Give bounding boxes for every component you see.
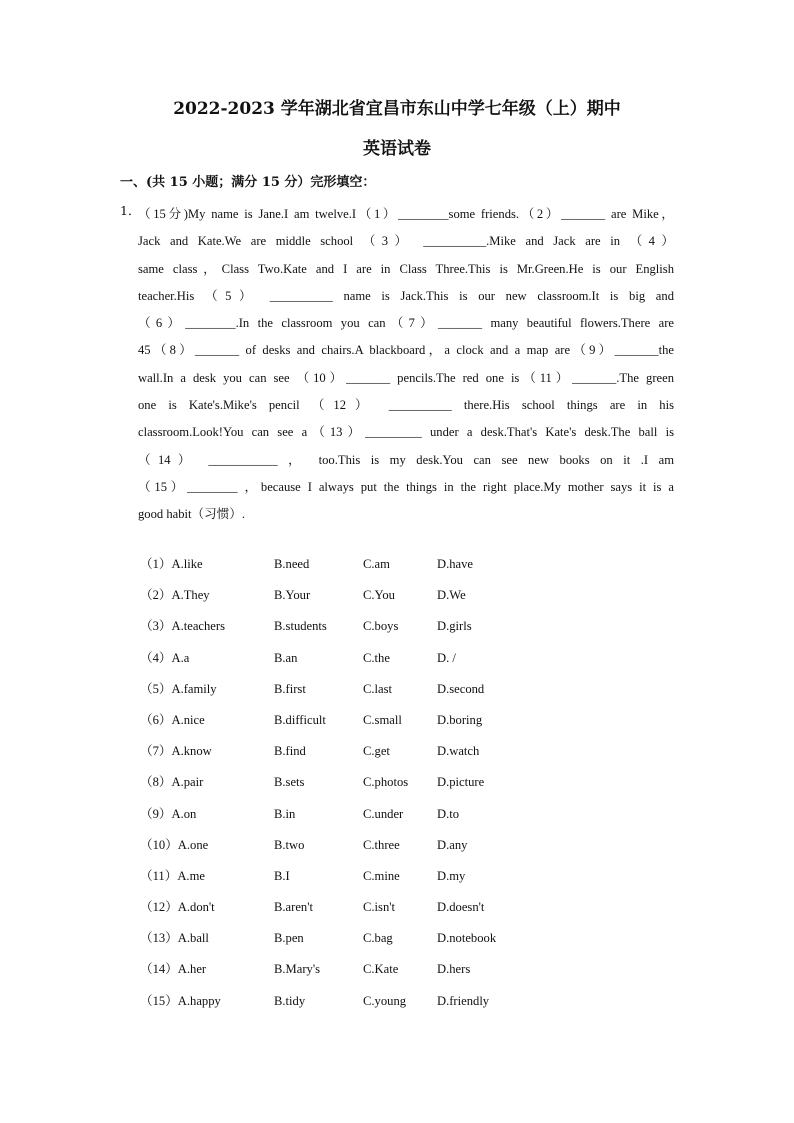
option-a-text: A.don't <box>177 900 215 915</box>
option-a-text: A.me <box>177 868 205 883</box>
option-b: B.in <box>274 806 296 821</box>
option-b: B.an <box>274 650 298 665</box>
blank-number: （8） <box>140 775 172 790</box>
option-row <box>140 585 560 616</box>
passage-line: teacher.His （5） __________ name is Jack.This is our new classroom.It is big and <box>138 288 674 303</box>
option-a-text: A.pair <box>171 775 204 790</box>
option-a-text: A.a <box>171 650 190 665</box>
option-a <box>140 710 205 730</box>
passage-line: wall.In a desk you can see （10）_______ pencils.The red one is（11）_______.The green <box>138 370 674 385</box>
option-c: C.three <box>363 837 400 852</box>
option-d: D.notebook <box>437 931 497 946</box>
blank-number: （7） <box>140 744 172 759</box>
option-c: C.isn't <box>363 900 396 915</box>
option-d: D.my <box>437 868 466 883</box>
cloze-passage <box>138 201 674 529</box>
option-d: D.doesn't <box>437 900 485 915</box>
option-b: B.aren't <box>274 900 313 915</box>
exam-subtitle: 英语试卷 <box>363 139 431 159</box>
option-a <box>140 866 205 886</box>
option-row <box>140 741 560 772</box>
option-c: C.small <box>363 712 402 727</box>
option-c: C.photos <box>363 775 409 790</box>
option-a <box>140 679 217 699</box>
option-row <box>140 679 560 710</box>
option-a <box>140 616 225 636</box>
blank-number: （1） <box>140 557 172 571</box>
blank-number: （15） <box>140 993 178 1008</box>
option-a <box>140 741 212 761</box>
passage-line: good habit（习惯）. <box>138 507 246 522</box>
option-d: D.watch <box>437 744 480 759</box>
option-a-text: A.on <box>171 806 197 821</box>
option-row <box>140 772 560 803</box>
option-b: B.Mary's <box>274 962 320 977</box>
passage-line: same class，Class Two.Kate and I are in Class Three.This is Mr.Green.He is our English <box>138 261 674 276</box>
blank-number: （5） <box>140 681 172 696</box>
answer-options <box>140 554 560 1022</box>
blank-number: （2） <box>140 588 172 603</box>
blank-number: （9） <box>140 806 172 821</box>
passage-line: 45（8）_______ of desks and chairs.A blackboard，a clock and a map are（9）_______the <box>138 343 674 358</box>
option-d: D.have <box>437 557 474 571</box>
option-c: C.get <box>363 744 390 759</box>
option-c: C.bag <box>363 931 393 946</box>
option-d: D.picture <box>437 775 485 790</box>
passage-line: （14） ___________ ， too.This is my desk.You can see new books on it .I am <box>138 452 674 467</box>
option-a <box>140 991 221 1011</box>
option-c: C.Kate <box>363 962 399 977</box>
option-a-text: A.nice <box>171 712 205 727</box>
option-row <box>140 710 560 741</box>
passage-line: one is Kate's.Mike's pencil （12） __________ there.His school things are in his <box>138 398 674 413</box>
passage-line: （15）________ ，because I always put the things in the right place.My mother says it is a <box>138 479 674 494</box>
option-a <box>140 772 203 792</box>
option-a-text: A.one <box>177 837 209 852</box>
option-row <box>140 648 560 679</box>
option-a <box>140 554 203 574</box>
passage-line: classroom.Look!You can see a（13）_________ under a desk.That's Kate's desk.The ball is <box>138 425 674 440</box>
option-b: B.I <box>274 868 290 883</box>
blank-number: （10） <box>140 837 178 852</box>
option-a <box>140 648 189 668</box>
option-a <box>140 959 206 979</box>
passage-line: （15分)My name is Jane.I am twelve.I（1）________some friends.（2）_______ are Mike， <box>138 207 674 221</box>
blank-number: （14） <box>140 962 178 977</box>
option-row <box>140 835 560 866</box>
option-a-text: A.happy <box>177 993 221 1008</box>
option-a <box>140 928 209 948</box>
option-d: D.boring <box>437 712 483 727</box>
option-c: C.boys <box>363 619 399 634</box>
blank-number: （13） <box>140 931 178 946</box>
option-b: B.students <box>274 619 327 634</box>
blank-number: （11） <box>140 868 178 883</box>
option-row <box>140 804 560 835</box>
option-d: D.second <box>437 681 485 696</box>
option-d: D.hers <box>437 962 471 977</box>
option-row <box>140 866 560 897</box>
option-row <box>140 991 560 1022</box>
option-b: B.two <box>274 837 305 852</box>
option-b: B.need <box>274 557 310 571</box>
option-d: D.to <box>437 806 460 821</box>
option-a <box>140 585 210 605</box>
option-a-text: A.They <box>171 588 210 603</box>
option-c: C.am <box>363 557 390 571</box>
option-d: D.We <box>437 588 466 603</box>
option-b: B.Your <box>274 588 311 603</box>
passage-line: （6）________.In the classroom you can（7）_______ many beautiful flowers.There are <box>138 316 674 331</box>
option-a-text: A.her <box>177 962 207 977</box>
option-c: C.under <box>363 806 404 821</box>
option-row <box>140 959 560 990</box>
option-c: C.young <box>363 993 407 1008</box>
option-a <box>140 835 208 855</box>
option-b: B.difficult <box>274 712 326 727</box>
option-a-text: A.like <box>171 557 203 571</box>
option-b: B.pen <box>274 931 304 946</box>
option-row <box>140 616 560 647</box>
blank-number: （12） <box>140 900 178 915</box>
option-a-text: A.know <box>171 744 212 759</box>
option-a-text: A.teachers <box>171 619 225 634</box>
option-c: C.mine <box>363 868 400 883</box>
question-number: 1． <box>120 203 141 218</box>
option-d: D. / <box>437 650 456 665</box>
option-d: D.friendly <box>437 993 490 1008</box>
option-c: C.the <box>363 650 390 665</box>
option-b: B.tidy <box>274 993 306 1008</box>
option-row <box>140 928 560 959</box>
option-b: B.first <box>274 681 306 696</box>
option-d: D.girls <box>437 619 472 634</box>
option-row <box>140 554 560 585</box>
section-heading: 一、(共 15 小题；满分 15 分）完形填空： <box>120 175 376 190</box>
option-c: C.last <box>363 681 393 696</box>
passage-line: Jack and Kate.We are middle school （3） __________.Mike and Jack are in （4） <box>138 234 674 249</box>
option-a-text: A.ball <box>177 931 209 946</box>
blank-number: （6） <box>140 712 172 727</box>
option-b: B.sets <box>274 775 305 790</box>
option-a-text: A.family <box>171 681 217 696</box>
option-d: D.any <box>437 837 468 852</box>
blank-number: （3） <box>140 619 172 634</box>
option-row <box>140 897 560 928</box>
option-a <box>140 804 196 824</box>
option-c: C.You <box>363 588 395 603</box>
blank-number: （4） <box>140 650 172 665</box>
exam-title: 2022-2023 学年湖北省宜昌市东山中学七年级（上）期中 <box>173 99 621 119</box>
option-b: B.find <box>274 744 306 759</box>
option-a <box>140 897 215 917</box>
